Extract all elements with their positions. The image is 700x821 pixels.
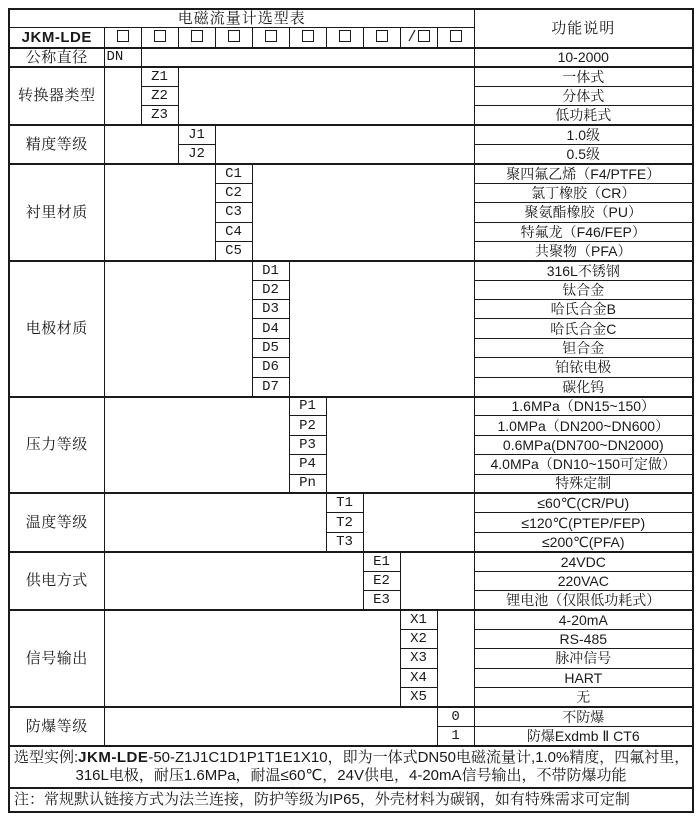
model-checkbox-cell: [104, 28, 141, 48]
section-pressure-row: [9, 397, 693, 416]
checkbox-icon: [265, 30, 277, 42]
description-cell: 钽合金: [474, 338, 693, 357]
description-cell: 1.0MPa（DN200~DN600）: [474, 416, 693, 435]
code-cell: C5: [215, 241, 252, 260]
category-label: 防爆等级: [9, 707, 104, 746]
category-label: 温度等级: [9, 493, 104, 551]
code-cell: P2: [289, 416, 326, 435]
code-cell: E2: [363, 571, 400, 590]
description-cell: 氯丁橡胶（CR）: [474, 183, 693, 202]
title-row: [9, 9, 693, 28]
filler-cell: [400, 552, 474, 610]
section-explosion-row: [9, 707, 693, 726]
description-cell: 锂电池（仅限低功耗式）: [474, 590, 693, 609]
description-cell: 脉冲信号: [474, 649, 693, 668]
description-cell: 低功耗式: [474, 106, 693, 125]
category-label: 供电方式: [9, 552, 104, 610]
model-checkbox-cell: [178, 28, 215, 48]
filler-cell: [104, 707, 437, 746]
code-cell: Pn: [289, 474, 326, 493]
description-cell: RS-485: [474, 629, 693, 648]
section-signal-row: [9, 610, 693, 629]
code-cell: P4: [289, 455, 326, 474]
table-title: 电磁流量计选型表: [9, 9, 474, 28]
description-cell: 24VDC: [474, 552, 693, 571]
model-checkbox-cell: [252, 28, 289, 48]
description-cell: ≤200℃(PFA): [474, 532, 693, 551]
description-cell: 不防爆: [474, 707, 693, 726]
filler-cell: [178, 67, 474, 125]
category-label: 公称直径: [9, 48, 104, 67]
checkbox-icon: [117, 30, 129, 42]
description-cell: 防爆Exdmb Ⅱ CT6: [474, 726, 693, 745]
code-cell: D5: [252, 338, 289, 357]
selection-example: [9, 746, 693, 788]
checkbox-icon: [302, 30, 314, 42]
code-cell: Z2: [141, 86, 178, 105]
description-cell: 1.0级: [474, 125, 693, 144]
description-cell: 4-20mA: [474, 610, 693, 629]
code-cell: D2: [252, 280, 289, 299]
code-cell: P1: [289, 397, 326, 416]
section-converter-row: [9, 67, 693, 86]
code-cell: P3: [289, 435, 326, 454]
code-cell: T1: [326, 493, 363, 512]
filler-cell: [104, 610, 400, 707]
checkbox-icon: [450, 30, 462, 42]
selection-table: [8, 8, 694, 813]
description-cell: 聚四氟乙烯（F4/PTFE）: [474, 164, 693, 183]
code-cell: C4: [215, 222, 252, 241]
checkbox-icon: [191, 30, 203, 42]
model-checkbox-cell: [141, 28, 178, 48]
model-checkbox-cell: [400, 28, 437, 48]
description-cell: 特殊定制: [474, 474, 693, 493]
section-accuracy-row: [9, 125, 693, 144]
section-lining-row: [9, 164, 693, 183]
filler-cell: [252, 164, 474, 261]
section-temperature-row: [9, 493, 693, 512]
filler-cell: [326, 397, 474, 494]
filler-cell: [104, 493, 326, 551]
filler-cell: [437, 610, 474, 707]
code-cell: X5: [400, 687, 437, 706]
model-checkbox-cell: [437, 28, 474, 48]
category-label: 转换器类型: [9, 67, 104, 125]
code-cell: C2: [215, 183, 252, 202]
description-cell: 1.6MPa（DN15~150）: [474, 397, 693, 416]
description-cell: 220VAC: [474, 571, 693, 590]
code-cell: Z1: [141, 67, 178, 86]
model-checkbox-cell: [289, 28, 326, 48]
code-cell: E3: [363, 590, 400, 609]
code-cell: D7: [252, 377, 289, 396]
example-line2: 316L电极，耐压1.6MPa，耐温≤60℃，24V供电，4-20mA信号输出，不带防爆功能: [75, 766, 627, 784]
category-label: 电极材质: [9, 261, 104, 397]
code-cell: C3: [215, 203, 252, 222]
example-row: [9, 746, 693, 788]
description-cell: 无: [474, 687, 693, 706]
filler-cell: [215, 125, 474, 164]
category-label: 压力等级: [9, 397, 104, 494]
code-cell: E1: [363, 552, 400, 571]
model-checkbox-cell: [215, 28, 252, 48]
description-cell: 4.0MPa（DN10~150可定做）: [474, 455, 693, 474]
code-cell: J1: [178, 125, 215, 144]
category-label: 衬里材质: [9, 164, 104, 261]
filler-cell: [104, 164, 215, 261]
filler-cell: [363, 493, 474, 551]
code-cell: X3: [400, 649, 437, 668]
section-electrode-row: [9, 261, 693, 280]
code-cell: C1: [215, 164, 252, 183]
code-cell: X1: [400, 610, 437, 629]
checkbox-icon: [376, 30, 388, 42]
description-cell: ≤60℃(CR/PU): [474, 493, 693, 512]
function-column-header: 功能说明: [474, 9, 693, 48]
code-cell: J2: [178, 144, 215, 163]
slash-mark: /: [407, 29, 417, 47]
filler-cell: [104, 125, 178, 164]
model-name: JKM-LDE: [9, 28, 104, 48]
model-checkbox-cell: [363, 28, 400, 48]
filler-cell: [141, 48, 474, 67]
filler-cell: [104, 261, 252, 397]
description-cell: 聚氨酯橡胶（PU）: [474, 203, 693, 222]
checkbox-icon: [418, 30, 430, 42]
filler-cell: [104, 67, 141, 125]
code-cell: Z3: [141, 106, 178, 125]
description-cell: 一体式: [474, 67, 693, 86]
filler-cell: [104, 552, 363, 610]
example-prefix: 选型实例:: [14, 749, 79, 767]
description-cell: 钛合金: [474, 280, 693, 299]
code-cell: T3: [326, 532, 363, 551]
example-line1: [14, 749, 688, 766]
model-checkbox-cell: [326, 28, 363, 48]
description-cell: 分体式: [474, 86, 693, 105]
description-cell: 10-2000: [474, 48, 693, 67]
description-cell: 哈氏合金C: [474, 319, 693, 338]
description-cell: 铂铱电极: [474, 358, 693, 377]
category-label: 信号输出: [9, 610, 104, 707]
code-cell: X2: [400, 629, 437, 648]
code-cell: 1: [437, 726, 474, 745]
note-text: 注：常规默认链接方式为法兰连接，防护等级为IP65，外壳材料为碳钢，如有特殊需求可定制: [9, 788, 693, 812]
description-cell: ≤120℃(PTEP/FEP): [474, 513, 693, 532]
category-label: 精度等级: [9, 125, 104, 164]
code-cell: D3: [252, 300, 289, 319]
code-cell: T2: [326, 513, 363, 532]
description-cell: 0.5级: [474, 144, 693, 163]
description-cell: 0.6MPa(DN700~DN2000): [474, 435, 693, 454]
description-cell: 共聚物（PFA）: [474, 241, 693, 260]
code-cell: D4: [252, 319, 289, 338]
code-cell: D1: [252, 261, 289, 280]
code-cell: D6: [252, 358, 289, 377]
description-cell: 碳化钨: [474, 377, 693, 396]
description-cell: 特氟龙（F46/FEP）: [474, 222, 693, 241]
example-model-code: JKM-LDE: [78, 749, 149, 767]
description-cell: 316L不锈钢: [474, 261, 693, 280]
example-rest: -50-Z1J1C1D1P1T1E1X10，即为一体式DN50电磁流量计,1.0%精度，四氟衬里，: [148, 749, 690, 767]
checkbox-icon: [154, 30, 166, 42]
code-cell: X4: [400, 668, 437, 687]
code-cell: DN: [104, 48, 141, 67]
section-dn-row: [9, 48, 693, 67]
description-cell: 哈氏合金B: [474, 300, 693, 319]
filler-cell: [289, 261, 474, 397]
checkbox-icon: [228, 30, 240, 42]
code-cell: 0: [437, 707, 474, 726]
note-row: [9, 788, 693, 812]
section-power-row: [9, 552, 693, 571]
checkbox-icon: [339, 30, 351, 42]
description-cell: HART: [474, 668, 693, 687]
filler-cell: [104, 397, 289, 494]
